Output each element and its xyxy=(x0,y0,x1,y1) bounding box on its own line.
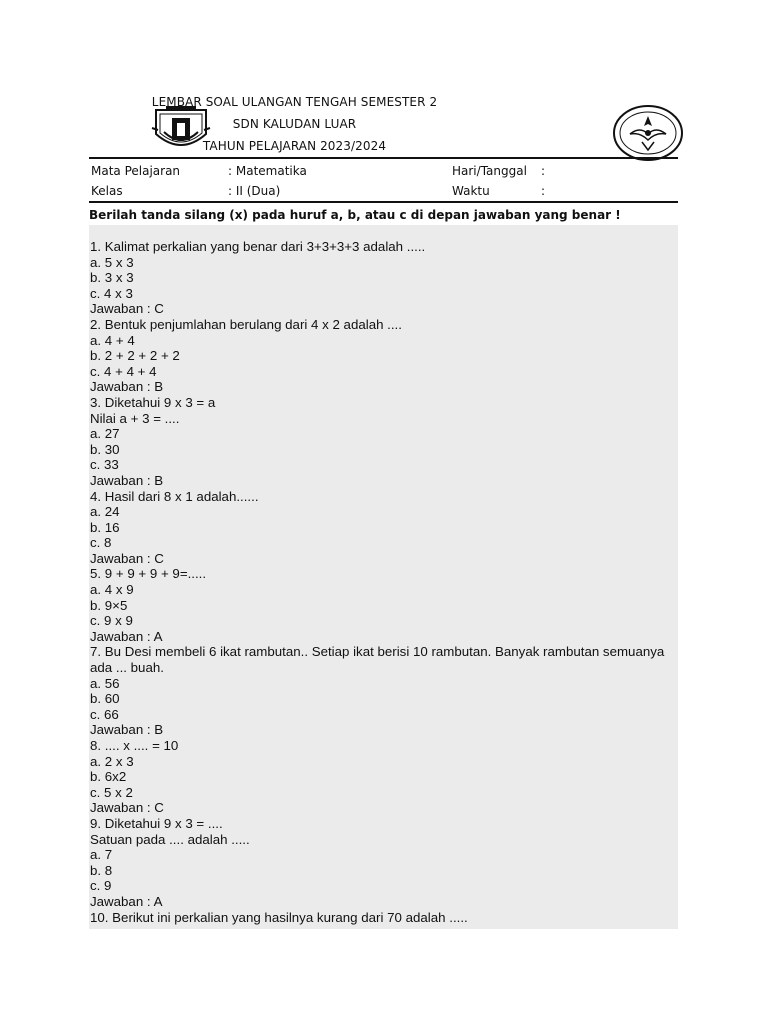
question-line: 9. Diketahui 9 x 3 = .... xyxy=(90,815,223,831)
ministry-emblem-logo xyxy=(612,104,684,162)
question-line: b. 2 + 2 + 2 + 2 xyxy=(90,348,180,364)
day-label: Hari/Tanggal xyxy=(452,164,527,178)
subject-value: : Matematika xyxy=(228,164,307,178)
question-line: Jawaban : C xyxy=(90,301,164,317)
question-line: b. 16 xyxy=(90,519,120,535)
question-line: 10. Berikut ini perkalian yang hasilnya kurang dari 70 adalah ..... xyxy=(90,909,468,925)
question-line: b. 3 x 3 xyxy=(90,270,134,286)
question-line: Jawaban : B xyxy=(90,722,164,738)
question-line: 1. Kalimat perkalian yang benar dari 3+3+3+3 adalah ..... xyxy=(90,239,426,254)
question-line: Jawaban : A xyxy=(90,893,163,909)
question-line: 7. Bu Desi membeli 6 ikat rambutan.. Setiap ikat berisi 10 rambutan. Banyak rambutan semuanya ada ... buah. xyxy=(90,644,668,676)
question-line: c. 66 xyxy=(90,706,119,722)
question-line: b. 60 xyxy=(90,691,120,707)
question-line: c. 9 xyxy=(90,878,112,894)
day-value: : xyxy=(541,164,546,178)
instruction-text: Berilah tanda silang (x) pada huruf a, b, atau c di depan jawaban yang benar ! xyxy=(89,208,621,222)
question-line: Nilai a + 3 = .... xyxy=(90,410,180,426)
class-value: : II (Dua) xyxy=(228,184,281,198)
questions-panel xyxy=(89,225,678,929)
question-line: a. 7 xyxy=(90,847,113,863)
question-line: c. 9 x 9 xyxy=(90,613,133,629)
question-line: 8. .... x .... = 10 xyxy=(90,738,179,753)
question-line: 5. 9 + 9 + 9 + 9=..... xyxy=(90,566,207,582)
document-header xyxy=(0,90,589,156)
question-line: b. 6x2 xyxy=(90,769,127,785)
question-line: a. 24 xyxy=(90,504,120,520)
exam-title: LEMBAR SOAL ULANGAN TENGAH SEMESTER 2 xyxy=(151,95,438,109)
question-line: Jawaban : B xyxy=(90,472,164,488)
question-line: b. 30 xyxy=(90,441,120,457)
question-line: b. 8 xyxy=(90,862,113,878)
question-line: 2. Bentuk penjumlahan berulang dari 4 x 2 adalah .... xyxy=(90,316,402,332)
question-line: a. 5 x 3 xyxy=(90,254,134,270)
question-line: a. 27 xyxy=(90,426,120,442)
question-line: 3. Diketahui 9 x 3 = a xyxy=(90,394,216,410)
question-line: Jawaban : B xyxy=(90,379,164,395)
question-line: c. 8 xyxy=(90,535,112,551)
header-divider-bottom xyxy=(89,201,678,203)
questions-list xyxy=(90,239,675,925)
question-line: a. 4 x 9 xyxy=(90,582,134,598)
school-name: SDN KALUDAN LUAR xyxy=(232,117,357,131)
question-line: c. 33 xyxy=(90,457,119,473)
header-divider-top xyxy=(89,157,678,159)
time-value: : xyxy=(541,184,546,198)
subject-label: Mata Pelajaran xyxy=(91,164,181,178)
time-label: Waktu xyxy=(452,184,490,198)
question-line: a. 4 + 4 xyxy=(90,332,135,348)
question-line: Satuan pada .... adalah ..... xyxy=(90,831,250,847)
question-line: 4. Hasil dari 8 x 1 adalah...... xyxy=(90,488,259,504)
question-line: Jawaban : A xyxy=(90,628,163,644)
question-line: b. 9×5 xyxy=(90,597,128,613)
question-line: a. 56 xyxy=(90,675,120,691)
question-line: Jawaban : C xyxy=(90,800,164,816)
academic-year: TAHUN PELAJARAN 2023/2024 xyxy=(202,139,387,153)
question-line: c. 5 x 2 xyxy=(90,784,133,800)
question-line: c. 4 + 4 + 4 xyxy=(90,363,157,379)
question-line: Jawaban : C xyxy=(90,550,164,566)
question-line: c. 4 x 3 xyxy=(90,285,133,301)
question-line: a. 2 x 3 xyxy=(90,753,134,769)
class-label: Kelas xyxy=(91,184,123,198)
